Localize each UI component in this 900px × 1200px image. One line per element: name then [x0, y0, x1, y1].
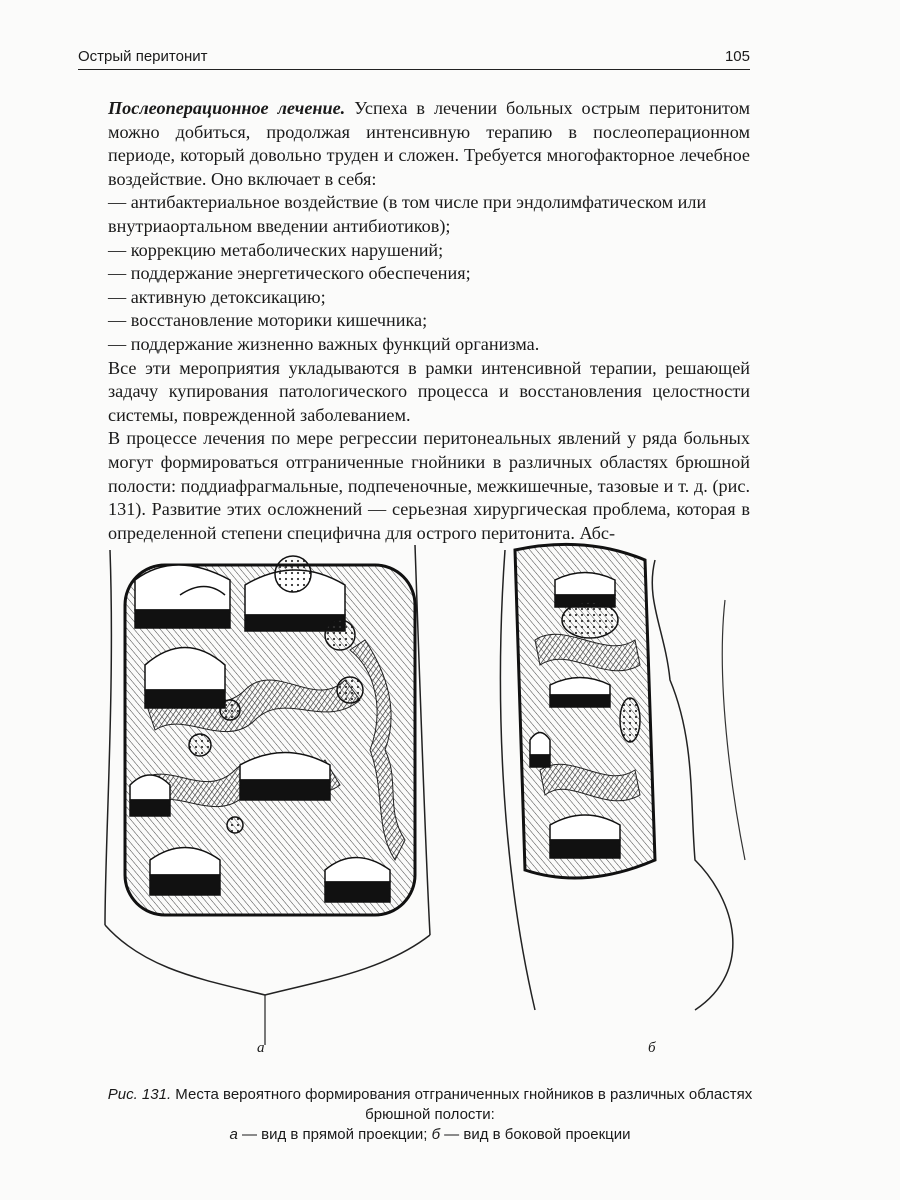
paragraph-2: Все эти мероприятия укладываются в рамки интенсивной терапии, решающей задачу купирования патологического процесса и восстановления целостности системы, поврежденной заболеванием. [108, 357, 750, 425]
header-rule [78, 69, 750, 70]
paragraph-3: В процессе лечения по мере регрессии перитонеальных явлений у ряда больных могут формироваться отграниченные гнойники в различных областях брюшной полости: поддиафрагмальные, подпеченочные, межкишечные, тазовые и т. д. (рис. 131). Развитие этих осложнений — серьезная хирургическая проблема, которая в определенной степени специфична для острого перитонита. Абс- [108, 428, 750, 543]
frontal-view-illustration [85, 540, 765, 1070]
figure-caption [90, 1085, 770, 1145]
paragraph-1-text: Успеха в лечении больных острым перитонитом можно добиться, продолжая интенсивную терапию в послеоперационном периоде, который довольно труден и сложен. Требуется многофакторное лечебное воздействие. Оно включает в себя: [108, 98, 750, 189]
page-number: 105 [724, 48, 750, 65]
caption-text-a: — вид в прямой проекции; [237, 1126, 432, 1143]
caption-letter-a: а [229, 1126, 238, 1143]
figure-label-a: а [257, 1040, 265, 1056]
paragraph-1 [108, 97, 750, 191]
frontal-view [105, 545, 430, 1045]
caption-line-2 [90, 1125, 770, 1145]
caption-text: Места вероятного формирования отграниченных гнойников в различных областях брюшной полости: [171, 1086, 753, 1123]
caption-line-1 [90, 1085, 770, 1125]
list-item: — активную детоксикацию; [108, 286, 326, 307]
caption-text-b: — вид в боковой проекции [440, 1126, 631, 1143]
list-item: — коррекцию метаболических нарушений; [108, 239, 444, 260]
caption-letter-b: б [431, 1126, 441, 1143]
figure-131 [85, 540, 765, 1070]
list-item: — поддержание жизненно важных функций организма. [108, 333, 540, 354]
body-text [108, 97, 750, 545]
running-title: Острый перитонит [78, 48, 208, 65]
list-item: — восстановление моторики кишечника; [108, 310, 428, 331]
list-item: — поддержание энергетического обеспечения; [108, 263, 471, 284]
figure-label-b: б [648, 1040, 656, 1056]
section-heading: Послеоперационное лечение. [108, 98, 346, 118]
lateral-view [500, 544, 745, 1010]
page-header [78, 40, 750, 70]
figure-number: Рис. 131. [107, 1086, 172, 1103]
list-item: — антибактериальное воздействие (в том числе при эндолимфатическом или внутриаортальном введении антибиотиков); [108, 192, 707, 236]
